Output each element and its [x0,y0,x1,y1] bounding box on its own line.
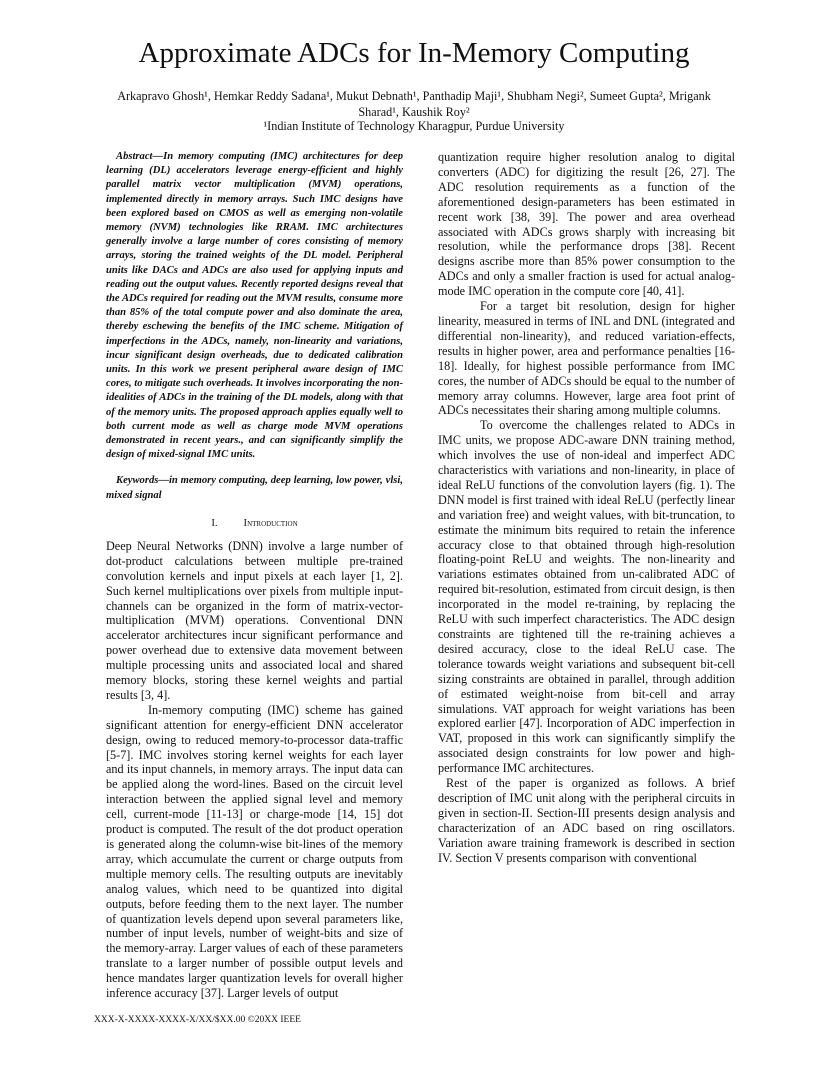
section-title: Introduction [243,517,298,529]
intro-paragraph-5: To overcome the challenges related to ADCs in IMC units, we propose ADC-aware DNN training method, which involves the use of non-ideal and imperfect ADC characteristics with variations and non-linearity, in place of ideal ReLU functions of the convolution layers (fig. 1). The DNN model is first trained with ideal ReLU (perfectly linear and variation free) and weight values, with bit-truncation, to estimate the minimum bits required to retain the inference accuracy close to that obtained through high-resolution floating-point ReLU and weights. The non-linearity and variations estimates obtained from un-calibrated ADC of required bit-resolution, estimated from circuit design, is then incorporated in the model re-training, by replacing the ReLU with such imperfect characteristics. The ADC design constraints are tightened till the re-training achieves a desired accuracy, close to the ideal ReLU case. The tolerance towards weight variations and subsequent bit-cell sizing constraints are obtained in parallel, through addition of estimated weight-noise from bit-cell and array simulations. VAT approach for weight variations has been explored earlier [47]. Incorporation of ADC imperfection in VAT, proposed in this work can significantly simplify the associated design constraints for low power and high-performance IMC architectures. [438,418,735,776]
intro-paragraph-3: quantization require higher resolution analog to digital converters (ADC) for digitizing the result [26, 27]. The ADC resolution requirements as a function of the aforementioned design-parameters has been estimated in recent work [38, 39]. The power and area overhead associated with ADCs grows sharply with increasing bit resolution, while the performance drops [38]. Recent designs ascribe more than 85% power consumption to the ADCs and only a smaller fraction is used for actual analog-mode IMC operation in the compute core [40, 41]. [438,150,735,299]
intro-paragraph-2: In-memory computing (IMC) scheme has gained significant attention for energy-efficient DNN accelerator design, owing to reduced memory-to-processor data-traffic [5-7]. IMC involves storing kernel weights for each layer and its input channels, in memory arrays. The input data can be applied along the word-lines. Based on the circuit level interaction between the applied signal level and memory cell, current-mode [11-13] or charge-mode [14, 15] dot product is computed. The result of the dot product operation is generated along the column-wise bit-lines of the memory array, which accumulate the current or charge outputs from multiple memory cells. The resulting outputs are inevitably analog values, which need to be quantized into digital outputs, before feeding them to the next layer. The number of quantization levels depend upon several parameters like, number of input levels, number of weight-bits and size of the memory-array. Larger values of each of these parameters translate to a larger number of possible output levels and hence mandates larger quantization levels for overall higher inference accuracy [37]. Larger levels of output [106,702,403,1001]
left-column [106,150,403,1001]
intro-paragraph-4: For a target bit resolution, design for higher linearity, measured in terms of INL and DNL (integrated and differential non-linearity), and reduced variation-effects, results in higher power, area and performance penalties [16-18]. Ideally, for highest possible performance from IMC cores, the number of ADCs should be equal to the number of memory array columns. However, large area foot print of ADCs necessitates their sharing among multiple columns. [438,299,735,418]
paper-title: Approximate ADCs for In-Memory Computing [138,37,690,69]
intro-paragraph-1: Deep Neural Networks (DNN) involve a large number of dot-product calculations between multiple pre-trained convolution kernels and input pixels at each layer [1, 2]. Such kernel multiplications over pixels from multiple input-channels can be organized in the form of matrix-vector-multiplication (MVM) operations. Conventional DNN accelerator architectures incur significant performance and power overhead due to extensive data movement between multiple processing units and associated local and shared memory blocks, storing these kernel weights and partial results [3, 4]. [106,538,403,702]
affiliation: ¹Indian Institute of Technology Kharagpur, Purdue University [263,119,565,133]
right-column [438,150,735,866]
abstract: Abstract—In memory computing (IMC) architectures for deep learning (DL) accelerators leverage energy-efficient and highly parallel matrix vector multiplication (MVM) operations, implemented directly in memory arrays. Such IMC designs have been explored based on CMOS as well as emerging non-volatile memory (NVM) technologies like RRAM. IMC architectures generally involve a large number of cores consisting of memory arrays, storing the trained weights of the DL model. Peripheral units like DACs and ADCs are also used for applying inputs and reading out the output values. Recently reported designs reveal that the ADCs required for reading out the MVM results, consume more than 85% of the total compute power and also dominate the area, thereby eschewing the benefits of the IMC scheme. Mitigation of imperfections in the ADCs, namely, non-linearity and variations, incur significant design overheads, due to dedicated calibration units. In this work we present peripheral aware design of IMC cores, to mitigate such overheads. It involves incorporating the non-idealities of ADCs in the training of the DL models, along with that of the memory units. The proposed approach applies equally well to both current mode as well as charge mode MVM operations demonstrated in recent years., and can significantly simplify the design of mixed-signal IMC units. [106,151,403,461]
author-list: Arkapravo Ghosh¹, Hemkar Reddy Sadana¹, Mukut Debnath¹, Panthadip Maji¹, Shubham Negi², Sumeet Gupta², Mrigank Sharad¹, Kaushik Roy² [117,89,711,119]
section-number: I. [211,517,218,529]
intro-paragraph-6: Rest of the paper is organized as follows. A brief description of IMC unit along with the peripheral circuits in given in section-II. Section-III presents design analysis and characterization of an ADC based on ring oscillators. Variation aware training framework is described in section IV. Section V presents comparison with conventional [438,776,735,865]
section-heading-introduction [106,517,403,531]
copyright-footer: XXX-X-XXXX-XXXX-X/XX/$XX.00 ©20XX IEEE [94,1015,301,1025]
keywords: Keywords—in memory computing, deep learning, low power, vlsi, mixed signal [106,475,403,501]
